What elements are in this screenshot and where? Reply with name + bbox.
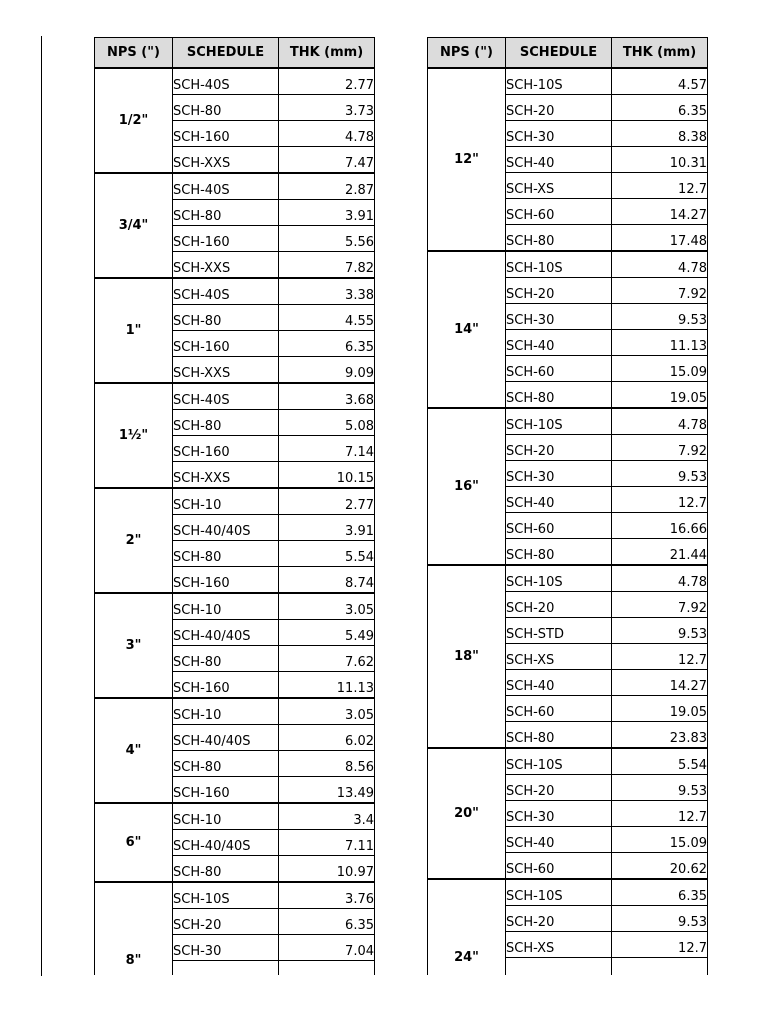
- thickness-cell: 9.53: [612, 304, 708, 330]
- nps-size-cell: 3": [95, 593, 173, 698]
- schedule-cell: SCH-80: [173, 646, 279, 672]
- table-row: [428, 748, 708, 775]
- nps-size-cell: 1½": [95, 383, 173, 488]
- thickness-cell: 9.09: [279, 357, 375, 384]
- schedule-cell: SCH-10S: [506, 748, 612, 775]
- table-row: [428, 68, 708, 95]
- table-row: [95, 278, 375, 305]
- thickness-cell: 12.7: [612, 173, 708, 199]
- schedule-cell: SCH-60: [506, 853, 612, 880]
- table-row: [95, 488, 375, 515]
- schedule-cell: SCH-XS: [506, 173, 612, 199]
- thickness-cell: 15.09: [612, 827, 708, 853]
- schedule-cell: SCH-160: [173, 567, 279, 594]
- thickness-cell: 5.54: [279, 541, 375, 567]
- nps-size-cell: 18": [428, 565, 506, 748]
- thickness-cell: 7.92: [612, 278, 708, 304]
- thickness-cell: 17.48: [612, 225, 708, 252]
- schedule-cell: SCH-10S: [506, 565, 612, 592]
- thickness-cell: 7.11: [279, 830, 375, 856]
- schedule-cell: SCH-40: [506, 487, 612, 513]
- schedule-cell: SCH-30: [506, 801, 612, 827]
- thickness-cell: 2.87: [279, 173, 375, 200]
- thickness-cell: 7.14: [279, 436, 375, 462]
- schedule-cell: SCH-80: [173, 751, 279, 777]
- thickness-cell: 12.7: [612, 644, 708, 670]
- thickness-cell: 4.55: [279, 305, 375, 331]
- thickness-cell: 7.47: [279, 147, 375, 174]
- nps-size-cell: 3/4": [95, 173, 173, 278]
- schedule-cell: SCH-10: [173, 698, 279, 725]
- thickness-cell: 12.7: [612, 801, 708, 827]
- thickness-cell: 3.05: [279, 593, 375, 620]
- schedule-cell: SCH-160: [173, 226, 279, 252]
- thickness-cell: 6.02: [279, 725, 375, 751]
- nps-size-cell: 4": [95, 698, 173, 803]
- thickness-cell: 6.35: [612, 95, 708, 121]
- schedule-cell: SCH-40S: [173, 173, 279, 200]
- nps-size-cell: 2": [95, 488, 173, 593]
- thickness-cell: 7.92: [612, 592, 708, 618]
- thickness-cell: 6.35: [279, 331, 375, 357]
- schedule-cell: SCH-10S: [173, 882, 279, 909]
- schedule-cell: SCH-80: [173, 410, 279, 436]
- thickness-cell: 10.97: [279, 856, 375, 883]
- thickness-cell: 2.77: [279, 488, 375, 515]
- thickness-cell: 12.7: [612, 932, 708, 958]
- thickness-cell: 14.27: [612, 670, 708, 696]
- thickness-cell: 16.66: [612, 513, 708, 539]
- nps-size-cell: 6": [95, 803, 173, 882]
- nps-size-cell: 12": [428, 68, 506, 251]
- schedule-cell: SCH-30: [506, 461, 612, 487]
- table-row: [95, 882, 375, 909]
- nps-size-cell: 20": [428, 748, 506, 879]
- schedule-cell: SCH-160: [173, 672, 279, 699]
- schedule-cell: SCH-20: [506, 435, 612, 461]
- table-body: [95, 68, 375, 975]
- schedule-cell: SCH-10S: [506, 408, 612, 435]
- thickness-cell: 11.13: [612, 330, 708, 356]
- thk-header: THK (mm): [279, 38, 375, 69]
- schedule-cell: SCH-10: [173, 593, 279, 620]
- schedule-cell: SCH-30: [173, 935, 279, 961]
- thickness-cell: 3.38: [279, 278, 375, 305]
- schedule-cell: SCH-160: [173, 331, 279, 357]
- schedule-cell: SCH-20: [506, 906, 612, 932]
- schedule-cell: SCH-80: [506, 225, 612, 252]
- schedule-cell: SCH-60: [506, 513, 612, 539]
- thickness-cell: 3.91: [279, 200, 375, 226]
- schedule-cell: SCH-40/40S: [173, 725, 279, 751]
- schedule-cell: SCH-60: [506, 199, 612, 225]
- table-row: [95, 68, 375, 95]
- schedule-cell: SCH-80: [173, 200, 279, 226]
- schedule-table-left: [94, 37, 375, 975]
- schedule-cell: SCH-80: [173, 541, 279, 567]
- schedule-cell: SCH-10S: [506, 68, 612, 95]
- table-row: [428, 408, 708, 435]
- schedule-cell: SCH-40S: [173, 383, 279, 410]
- thickness-cell: 3.91: [279, 515, 375, 541]
- thickness-cell: 8.74: [279, 567, 375, 594]
- schedule-cell: SCH-XXS: [173, 357, 279, 384]
- schedule-cell: SCH-20: [506, 592, 612, 618]
- nps-size-cell: 8": [95, 882, 173, 975]
- schedule-cell: SCH-40/40S: [173, 515, 279, 541]
- table-row: [95, 593, 375, 620]
- thickness-cell: 9.53: [612, 775, 708, 801]
- nps-size-cell: 14": [428, 251, 506, 408]
- thickness-cell: 5.56: [279, 226, 375, 252]
- table-row: [428, 565, 708, 592]
- schedule-cell: SCH-60: [506, 696, 612, 722]
- thickness-cell: 3.05: [279, 698, 375, 725]
- nps-header: NPS ("): [428, 38, 506, 69]
- thickness-cell: 19.05: [612, 696, 708, 722]
- thickness-cell: 5.08: [279, 410, 375, 436]
- thickness-cell: 14.27: [612, 199, 708, 225]
- schedule-cell: SCH-80: [173, 95, 279, 121]
- schedule-table-right: [427, 37, 708, 975]
- thickness-cell: 5.49: [279, 620, 375, 646]
- thickness-cell: [279, 961, 375, 976]
- thickness-cell: 9.53: [612, 618, 708, 644]
- nps-size-cell: 1": [95, 278, 173, 383]
- thickness-cell: 19.05: [612, 382, 708, 409]
- schedule-header: SCHEDULE: [173, 38, 279, 69]
- schedule-cell: [173, 961, 279, 976]
- thickness-cell: 6.35: [279, 909, 375, 935]
- schedule-cell: SCH-40: [506, 670, 612, 696]
- schedule-cell: SCH-80: [173, 305, 279, 331]
- schedule-cell: SCH-XS: [506, 644, 612, 670]
- thickness-cell: 11.13: [279, 672, 375, 699]
- thickness-cell: [612, 958, 708, 976]
- table-row: [95, 383, 375, 410]
- schedule-cell: SCH-10S: [506, 879, 612, 906]
- thickness-cell: 4.78: [612, 565, 708, 592]
- table-row: [428, 251, 708, 278]
- thickness-cell: 10.31: [612, 147, 708, 173]
- schedule-cell: SCH-20: [506, 775, 612, 801]
- nps-size-cell: 24": [428, 879, 506, 975]
- thickness-cell: 4.57: [612, 68, 708, 95]
- schedule-cell: SCH-30: [506, 304, 612, 330]
- schedule-cell: SCH-10: [173, 488, 279, 515]
- thickness-cell: 9.53: [612, 461, 708, 487]
- schedule-cell: SCH-10S: [506, 251, 612, 278]
- thickness-cell: 6.35: [612, 879, 708, 906]
- thickness-cell: 4.78: [279, 121, 375, 147]
- schedule-cell: SCH-40: [506, 827, 612, 853]
- thickness-cell: 4.78: [612, 251, 708, 278]
- thickness-cell: 7.82: [279, 252, 375, 279]
- thickness-cell: 3.76: [279, 882, 375, 909]
- thickness-cell: 9.53: [612, 906, 708, 932]
- thickness-cell: 4.78: [612, 408, 708, 435]
- thickness-cell: 7.04: [279, 935, 375, 961]
- thickness-cell: 3.4: [279, 803, 375, 830]
- thickness-cell: 7.62: [279, 646, 375, 672]
- header-row: [428, 38, 708, 69]
- schedule-cell: SCH-20: [506, 278, 612, 304]
- schedule-cell: SCH-10: [173, 803, 279, 830]
- schedule-cell: SCH-160: [173, 121, 279, 147]
- thickness-cell: 12.7: [612, 487, 708, 513]
- thickness-cell: 5.54: [612, 748, 708, 775]
- table-row: [428, 879, 708, 906]
- schedule-cell: SCH-STD: [506, 618, 612, 644]
- schedule-cell: SCH-40S: [173, 278, 279, 305]
- schedule-cell: SCH-20: [173, 909, 279, 935]
- schedule-cell: SCH-XXS: [173, 252, 279, 279]
- schedule-cell: SCH-160: [173, 436, 279, 462]
- schedule-cell: SCH-40/40S: [173, 620, 279, 646]
- nps-header: NPS ("): [95, 38, 173, 69]
- schedule-cell: SCH-40: [506, 330, 612, 356]
- thickness-cell: 3.68: [279, 383, 375, 410]
- header-row: [95, 38, 375, 69]
- thickness-cell: 8.56: [279, 751, 375, 777]
- table-body: [428, 68, 708, 975]
- table-row: [95, 698, 375, 725]
- table-row: [95, 803, 375, 830]
- table-row: [95, 173, 375, 200]
- schedule-cell: SCH-XXS: [173, 147, 279, 174]
- schedule-cell: SCH-30: [506, 121, 612, 147]
- schedule-cell: SCH-20: [506, 95, 612, 121]
- thickness-cell: 15.09: [612, 356, 708, 382]
- thickness-cell: 13.49: [279, 777, 375, 804]
- schedule-cell: SCH-XS: [506, 932, 612, 958]
- schedule-cell: SCH-XXS: [173, 462, 279, 489]
- schedule-cell: SCH-80: [506, 539, 612, 566]
- schedule-cell: SCH-160: [173, 777, 279, 804]
- thickness-cell: 21.44: [612, 539, 708, 566]
- schedule-cell: [506, 958, 612, 976]
- schedule-cell: SCH-60: [506, 356, 612, 382]
- schedule-cell: SCH-80: [506, 382, 612, 409]
- thickness-cell: 7.92: [612, 435, 708, 461]
- schedule-header: SCHEDULE: [506, 38, 612, 69]
- thickness-cell: 2.77: [279, 68, 375, 95]
- schedule-cell: SCH-40S: [173, 68, 279, 95]
- thk-header: THK (mm): [612, 38, 708, 69]
- schedule-cell: SCH-40: [506, 147, 612, 173]
- thickness-cell: 3.73: [279, 95, 375, 121]
- schedule-cell: SCH-80: [173, 856, 279, 883]
- schedule-cell: SCH-80: [506, 722, 612, 749]
- thickness-cell: 10.15: [279, 462, 375, 489]
- schedule-cell: SCH-40/40S: [173, 830, 279, 856]
- nps-size-cell: 1/2": [95, 68, 173, 173]
- nps-size-cell: 16": [428, 408, 506, 565]
- thickness-cell: 8.38: [612, 121, 708, 147]
- thickness-cell: 20.62: [612, 853, 708, 880]
- thickness-cell: 23.83: [612, 722, 708, 749]
